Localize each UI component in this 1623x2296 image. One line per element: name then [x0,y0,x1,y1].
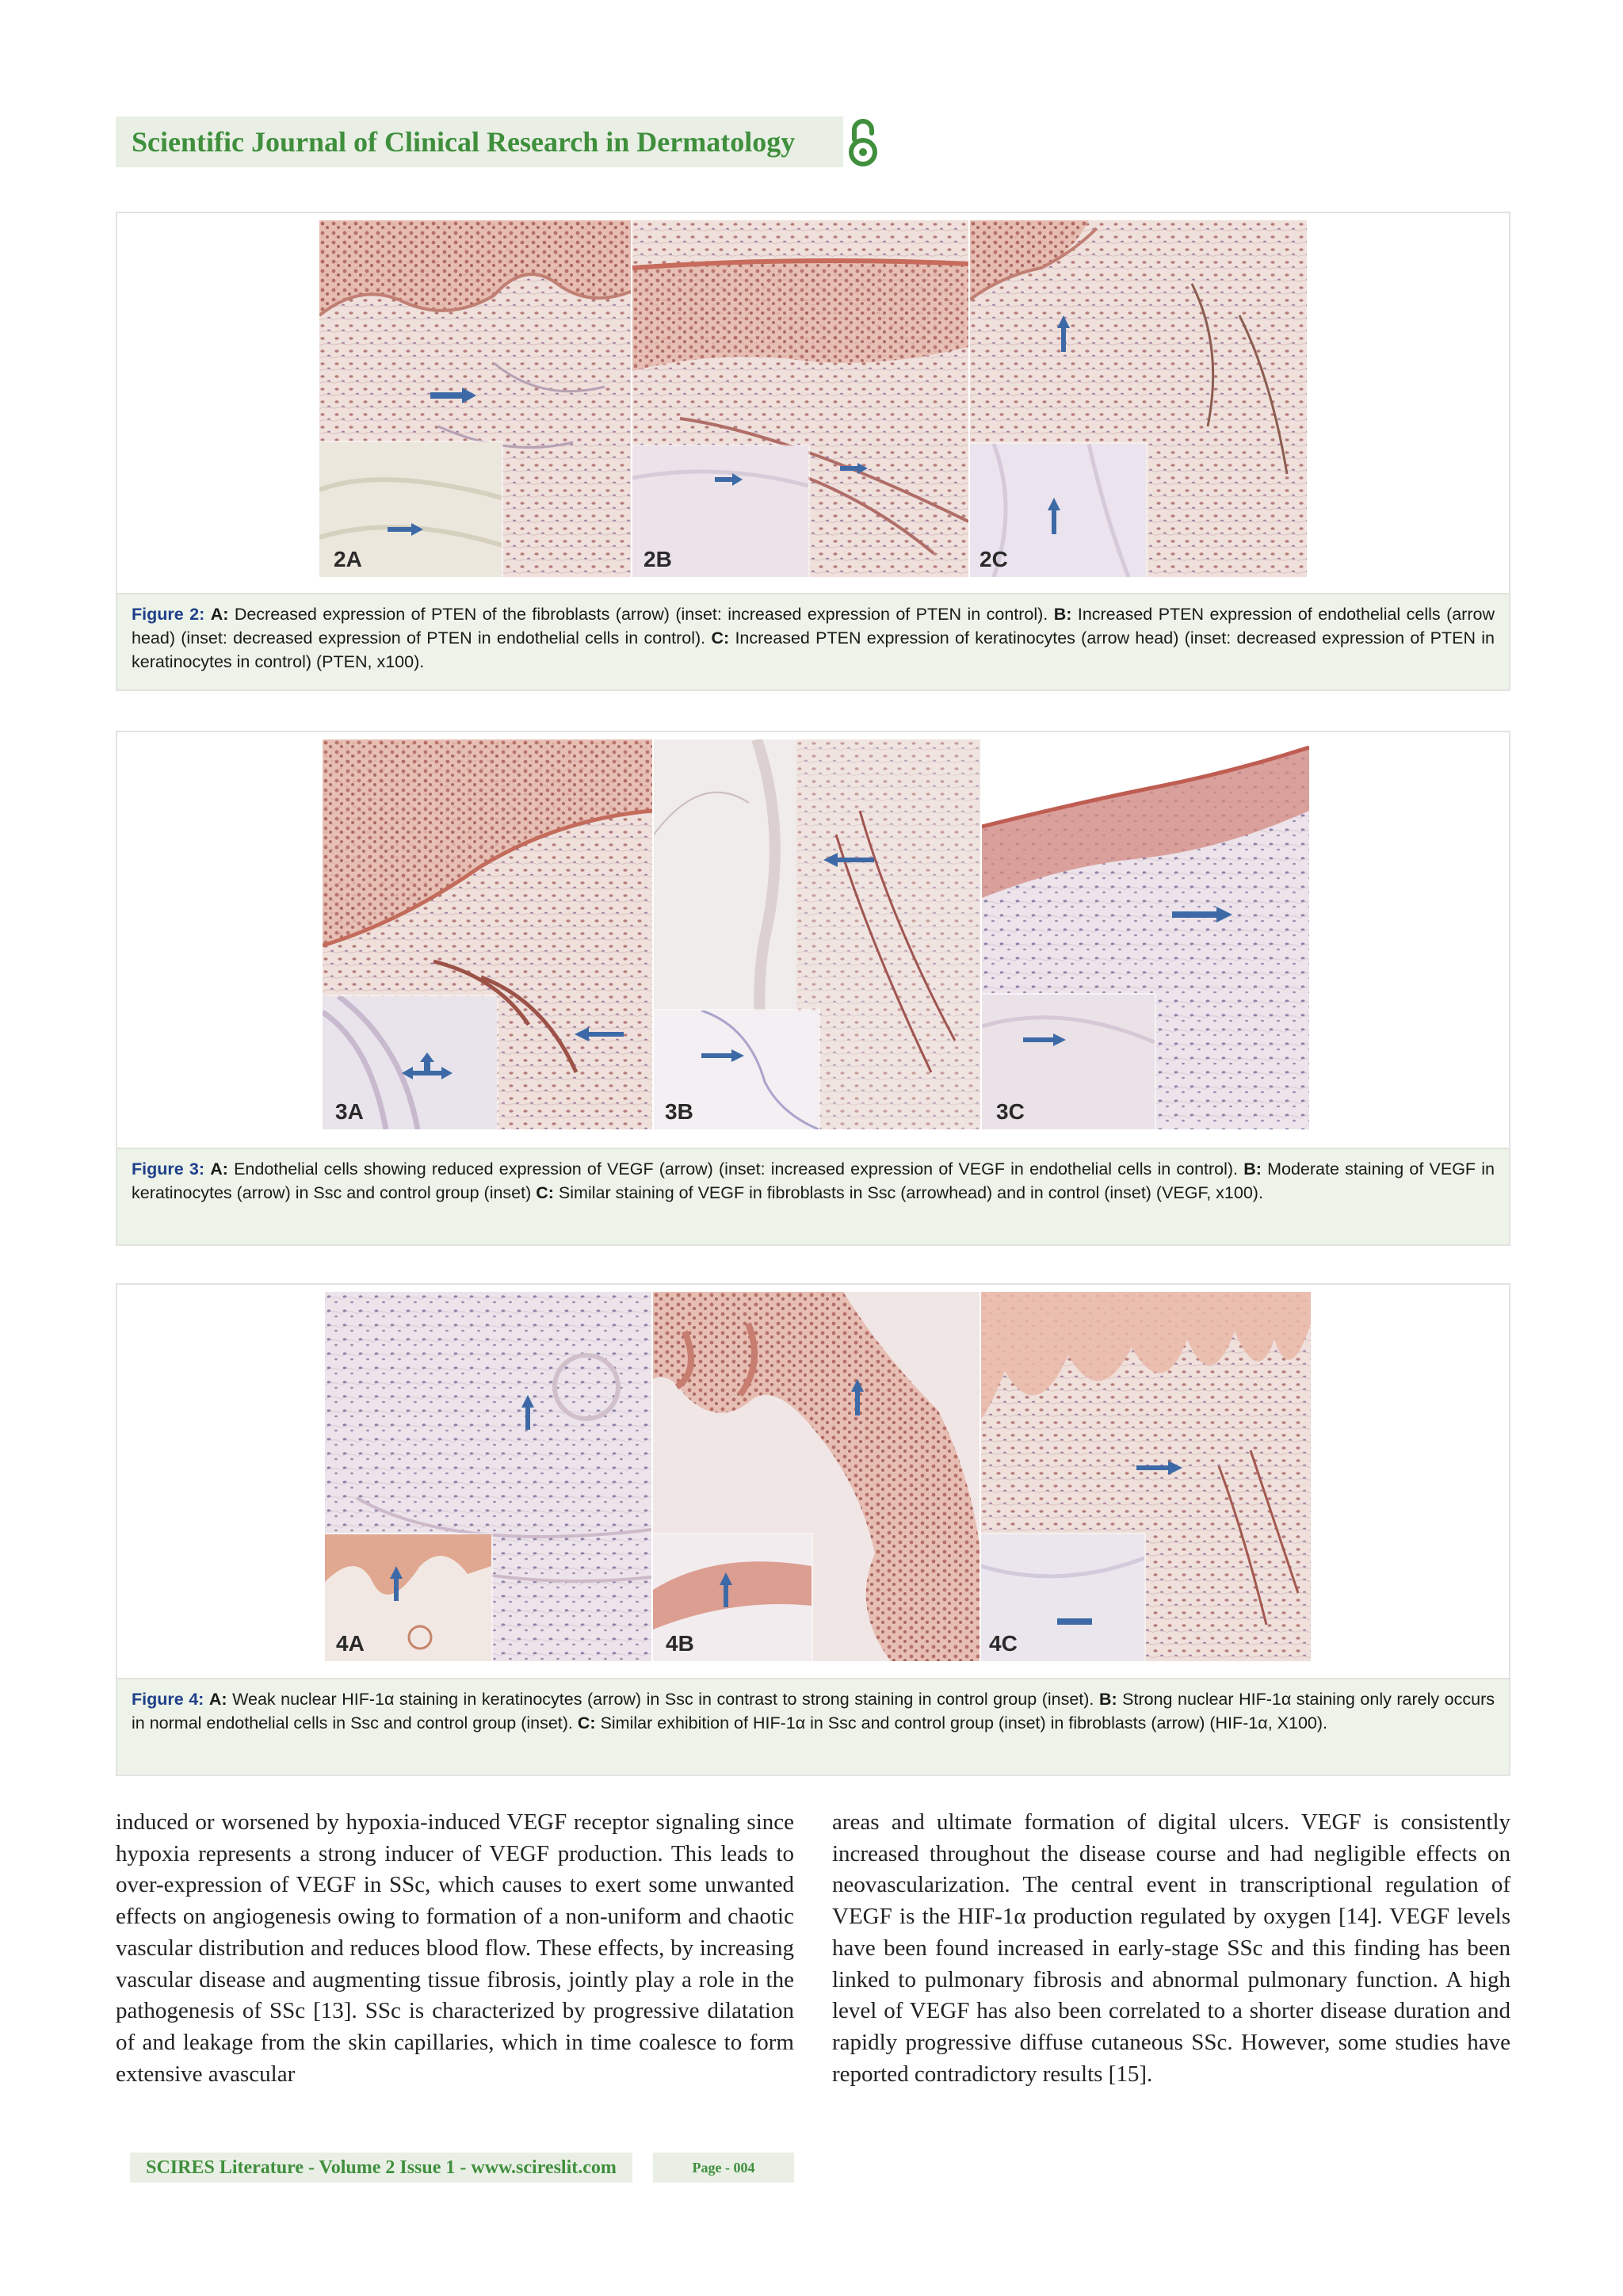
journal-header [116,117,843,167]
caption-text: Endothelial cells showing reduced expression of VEGF (arrow) (inset: increased expression of VEGF in endothelial cells in control). [234,1159,1239,1179]
micrograph-2a [319,220,631,577]
caption-text: Weak nuclear HIF-1α staining in keratinocytes (arrow) in Ssc in contrast to strong staining in control group (inset). [232,1690,1094,1709]
arrow-icon [1172,906,1232,923]
figure-3-caption [117,1148,1509,1244]
figure-3-micrographs [323,739,1309,1129]
arrow-icon [575,1026,624,1042]
panel-label-4a: 4A [336,1631,365,1656]
panel-label-3c: 3C [996,1099,1025,1124]
figure-2 [116,212,1510,691]
micrograph-4c [981,1292,1311,1661]
body-paragraph: induced or worsened by hypoxia-induced VEGF receptor signaling since hypoxia represents a strong inducer of VEGF production. This leads to over-expression of VEGF in SSc, which causes to exert some unwanted effects on angiogenesis owing to formation of a non-uniform and chaotic vascular distribution and reduces blood flow. These effects, by increasing vascular disease and augmenting tissue fibrosis, jointly play a role in the pathogenesis of SSc [13]. SSc is characterized by progressive dilatation of and leakage from the skin capillaries, which in time coalesce to form extensive avascular [116,1809,794,2087]
caption-text: Similar staining of VEGF in fibroblasts in Ssc (arrowhead) and in control (inset) (VEGF, x100). [558,1183,1263,1202]
body-right-column [832,1807,1510,2090]
figure-label: Figure 2: [132,605,205,624]
arrow-icon [388,522,424,537]
micrograph-2b [632,220,968,577]
micrograph-4a [325,1292,651,1661]
panel-label-2a: 2A [334,547,362,571]
figure-3 [116,731,1510,1246]
caption-text: Moderate staining of VEGF in keratinocytes (arrow) in Ssc and control group (inset) [132,1159,1495,1202]
micrograph-3c [982,739,1309,1129]
caption-text: Increased PTEN expression of endothelial cells (arrow head) (inset: decreased expression of PTEN in endothelial cells in control). [132,605,1495,648]
panel-label-3a: 3A [335,1099,364,1124]
figure-label: Figure 4: [132,1690,204,1709]
arrow-icon [840,462,869,475]
caption-part-label: B: [1243,1159,1262,1179]
body-left-column [116,1807,794,2090]
caption-part-label: B: [1053,605,1072,624]
micrograph-4b [653,1292,980,1661]
double-arrow-icon [402,1052,453,1084]
journal-title: Scientific Journal of Clinical Research in Dermatology [132,126,796,158]
footer-citation: SCIRES Literature - Volume 2 Issue 1 - www.scireslit.com [130,2153,632,2183]
arrow-icon [1023,1033,1066,1047]
open-access-icon [846,116,880,168]
figure-4 [116,1283,1510,1776]
arrow-icon [390,1566,403,1601]
arrow-icon [715,472,743,487]
arrow-icon [720,1572,732,1607]
arrow-icon [1048,498,1060,534]
caption-part-label: C: [536,1183,554,1202]
panel-label-3b: 3B [665,1099,693,1124]
caption-part-label: C: [577,1713,596,1733]
figure-2-caption [117,593,1509,690]
panel-label-4b: 4B [666,1631,694,1656]
panel-label-2c: 2C [980,547,1008,571]
caption-part-label: B: [1098,1690,1117,1709]
arrow-icon [1136,1460,1182,1476]
micrograph-3b [654,739,980,1129]
caption-text: Similar exhibition of HIF-1α in Ssc and control group (inset) in fibroblasts (arrow) (HIF-1α, X100). [600,1713,1327,1733]
figure-2-micrographs [319,220,1307,577]
figure-4-caption [117,1678,1509,1775]
micrograph-2c [970,220,1307,577]
page-number: Page - 004 [653,2153,794,2183]
arrowhead-icon [1057,1618,1092,1625]
caption-part-label: A: [210,605,229,624]
caption-text: Strong nuclear HIF-1α staining only rarely occurs in normal endothelial cells in Ssc and control group (inset). [132,1690,1495,1733]
arrow-icon [1057,315,1070,352]
body-paragraph: areas and ultimate formation of digital ulcers. VEGF is consistently increased throughout the disease course and had negligible effects on neovascularization. The central event in transcriptional regulation of VEGF is the HIF-1α production regulated by oxygen [14]. VEGF levels have been found increased in early-stage SSc and this finding has been linked to pulmonary fibrosis and abnormal pulmonary function. A high level of VEGF has also been correlated to a shorter disease duration and rapidly progressive diffuse cutaneous SSc. However, some studies have reported contradictory results [15]. [832,1809,1510,2087]
figure-4-micrographs [325,1292,1311,1661]
arrow-icon [521,1395,534,1430]
caption-part-label: C: [711,628,730,648]
caption-part-label: A: [210,1159,228,1179]
arrow-icon [823,852,874,868]
figure-label: Figure 3: [132,1159,204,1179]
arrow-icon [851,1379,864,1415]
arrow-icon [701,1049,744,1063]
panel-label-2b: 2B [643,547,672,571]
caption-text: Decreased expression of PTEN of the fibroblasts (arrow) (inset: increased expression of PTEN in control). [234,605,1048,624]
panel-label-4c: 4C [989,1631,1018,1656]
arrow-icon [430,386,478,405]
caption-part-label: A: [208,1690,227,1709]
caption-text: Increased PTEN expression of keratinocytes (arrow head) (inset: decreased expression of PTEN in keratinocytes in control) (PTEN, x100). [132,628,1495,671]
micrograph-3a [323,739,652,1129]
